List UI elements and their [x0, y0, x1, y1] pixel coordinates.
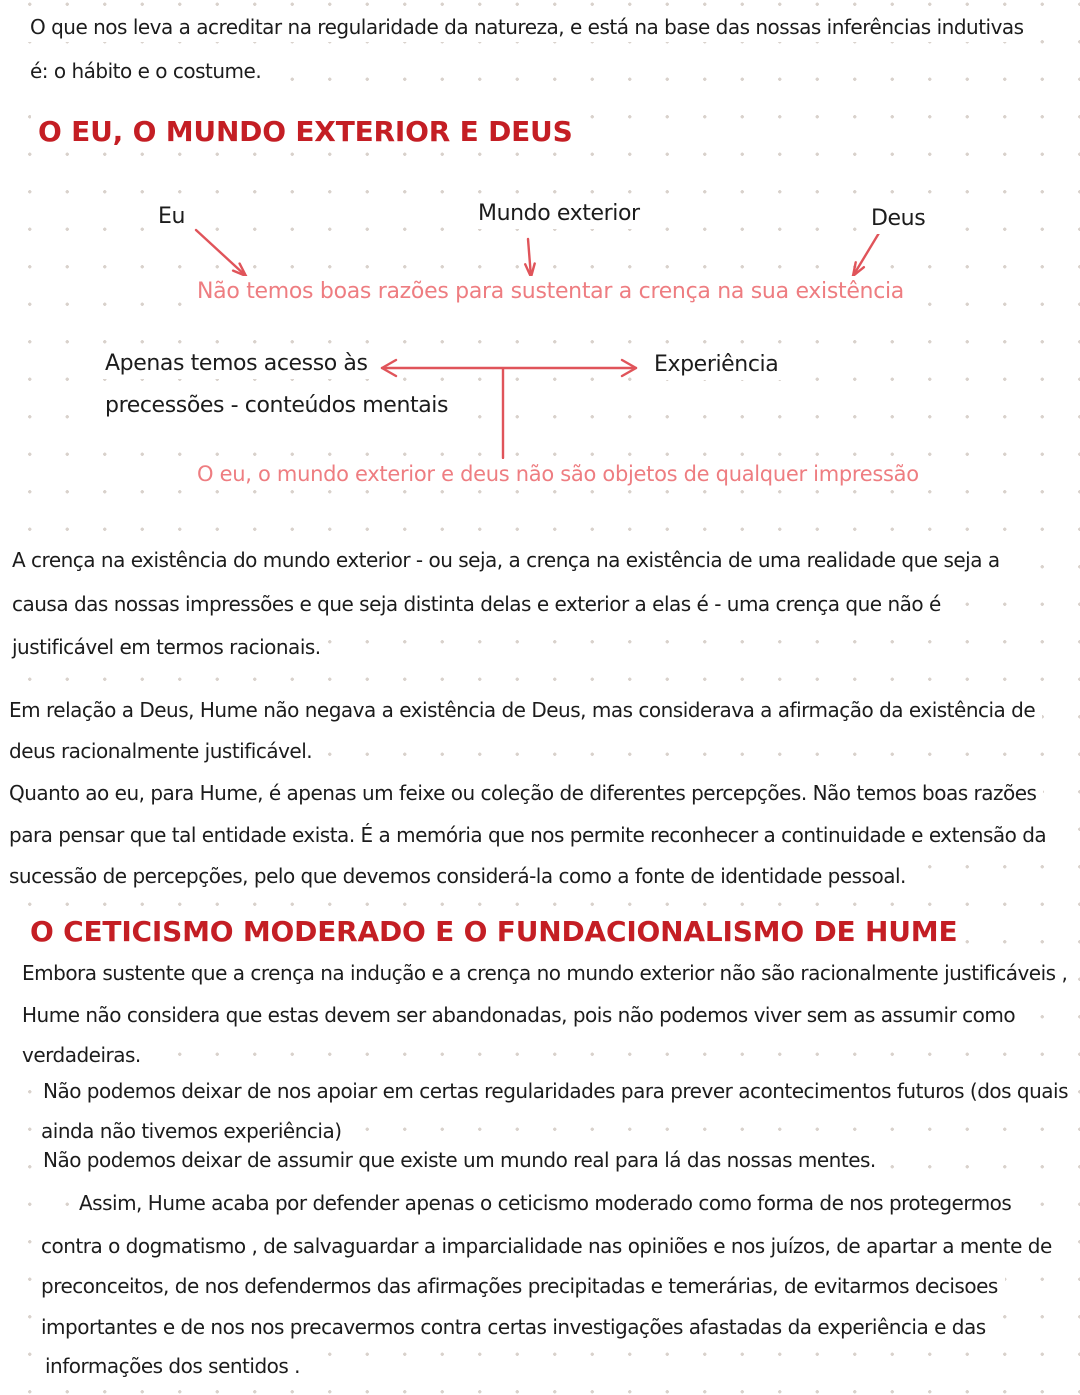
point-line: Não podemos deixar de assumir que existe um mundo real para lá das nossas mentes. [36, 1145, 883, 1175]
paragraph-line: Hume não considera que estas devem ser abandonadas, pois não podemos viver sem as assumir como [15, 1000, 1022, 1030]
paragraph-line: verdadeiras. [15, 1040, 148, 1070]
paragraph-line: Quanto ao eu, para Hume, é apenas um feixe ou coleção de diferentes percepções. Não temos boas razões [2, 778, 1043, 808]
paragraph-line: sucessão de percepções, pelo que devemos considerá-la como a fonte de identidade pessoal. [2, 861, 913, 891]
paragraph-line: Assim, Hume acaba por defender apenas o ceticismo moderado como forma de nos protegermos [72, 1188, 1018, 1218]
paragraph-line: contra o dogmatismo , de salvaguardar a imparcialidade nas opiniões e nos juízos, de apartar a mente de [34, 1231, 1059, 1261]
paragraph-line: A crença na existência do mundo exterior - ou seja, a crença na existência de uma realidade que seja a [5, 545, 1007, 575]
paragraph-line: deus racionalmente justificável. [2, 736, 319, 766]
diagram-access-line-2: precessões - conteúdos mentais [98, 390, 455, 421]
diagram-access-line-1: Apenas temos acesso às [98, 348, 375, 379]
paragraph-line: justificável em termos racionais. [5, 632, 328, 662]
intro-line: é: o hábito e o costume. [23, 56, 268, 86]
section-heading-eu-mundo-deus: O EU, O MUNDO EXTERIOR E DEUS [31, 112, 580, 151]
diagram-label-mundo-exterior: Mundo exterior [471, 198, 647, 229]
paragraph-line: informações dos sentidos . [38, 1351, 307, 1381]
diagram-claim-text: Não temos boas razões para sustentar a crença na sua existência [190, 276, 911, 307]
diagram-conclusion-text: O eu, o mundo exterior e deus não são objetos de qualquer impressão [190, 459, 926, 489]
paragraph-line: causa das nossas impressões e que seja distinta delas e exterior a elas é - uma crença que não é [5, 589, 948, 619]
double-arrow-icon [382, 360, 636, 376]
paragraph-line: Embora sustente que a crença na indução e a crença no mundo exterior não são racionalmente justificáveis , [15, 958, 1074, 988]
diagram-label-eu: Eu [151, 201, 192, 232]
intro-line: O que nos leva a acreditar na regularidade da natureza, e está na base das nossas inferências indutivas [23, 12, 1031, 42]
point-line: Não podemos deixar de nos apoiar em certas regularidades para prever acontecimentos futuros (dos quais [36, 1076, 1075, 1106]
paragraph-line: importantes e de nos nos precavermos contra certas investigações afastadas da experiência e das [34, 1312, 993, 1342]
mundo-exterior-arrow-icon [525, 239, 535, 277]
point-line: ainda não tivemos experiência) [34, 1116, 349, 1146]
diagram-label-deus: Deus [864, 203, 932, 234]
paragraph-line: preconceitos, de nos defendermos das afirmações precipitadas e temerárias, de evitarmos decisoes [34, 1271, 1005, 1301]
paragraph-line: para pensar que tal entidade exista. É a memória que nos permite reconhecer a continuidade e extensão da [2, 820, 1053, 850]
deus-arrow-icon [853, 233, 879, 276]
eu-arrow-icon [196, 230, 246, 276]
paragraph-line: Em relação a Deus, Hume não negava a existência de Deus, mas considerava a afirmação da existência de [2, 695, 1042, 725]
diagram-label-experiencia: Experiência [647, 349, 785, 380]
section-heading-ceticismo: O CETICISMO MODERADO E O FUNDACIONALISMO DE HUME [23, 912, 964, 951]
